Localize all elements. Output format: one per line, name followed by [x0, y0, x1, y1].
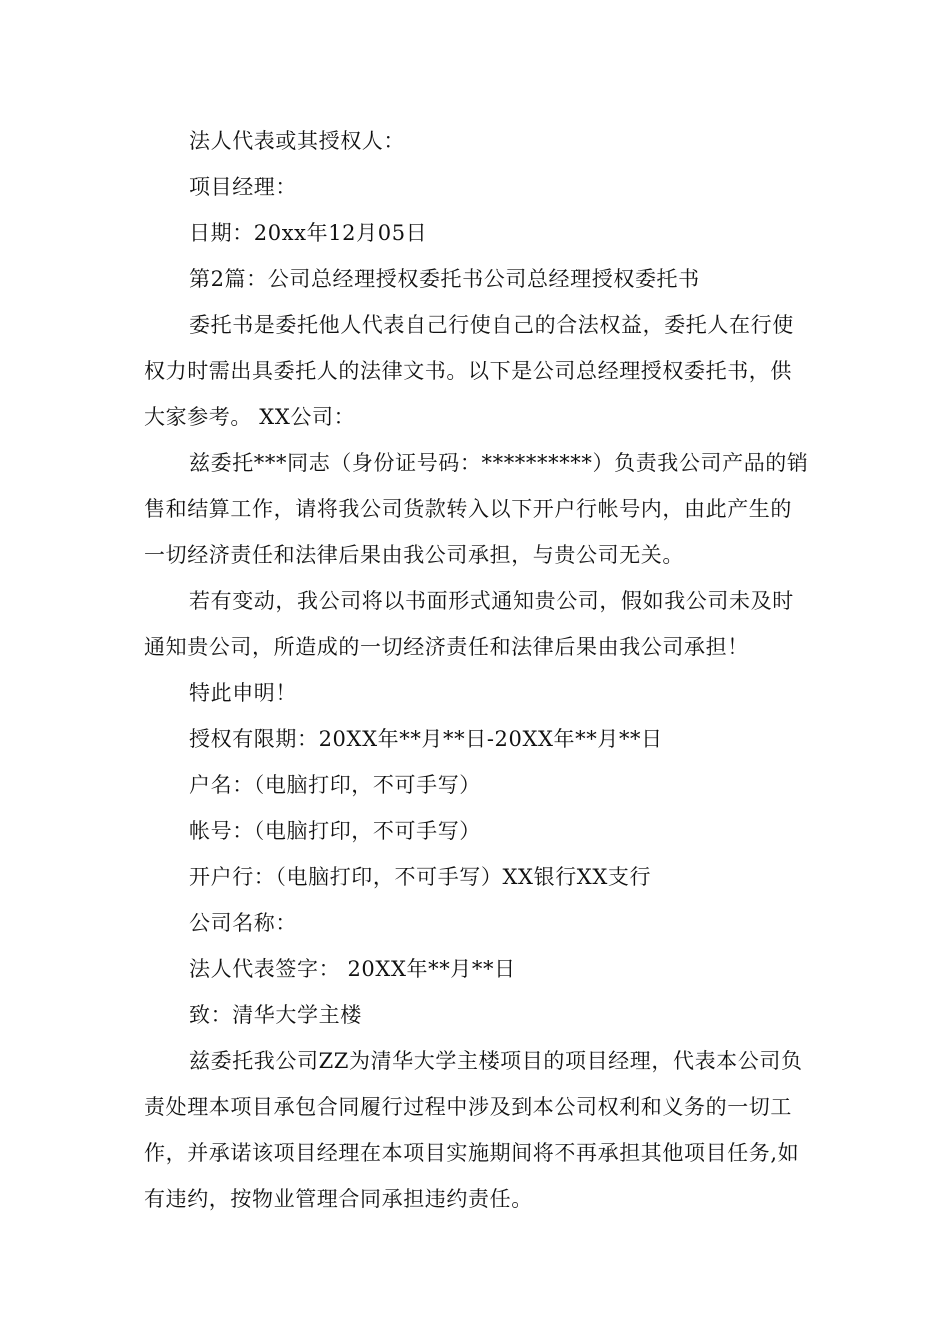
paragraph-project-manager: 项目经理： [189, 175, 297, 199]
paragraph-validity: 授权有限期：20XX年**月**日-20XX年**月**日 [189, 727, 663, 751]
paragraph-changes: 若有变动，我公司将以书面形式通知贵公司，假如我公司未及时通知贵公司，所造成的一切经济责任和法律后果由我公司承担！ [144, 589, 794, 659]
paragraph-account-number: 帐号：（电脑打印，不可手写） [189, 819, 481, 843]
paragraph-entrust: 兹委托***同志（身份证号码：**********）负责我公司产品的销售和结算工作，请将我公司货款转入以下开户行帐号内，由此产生的一切经济责任和法律后果由我公司承担，与贵公司无关。 [144, 451, 809, 567]
document-body [144, 118, 809, 1222]
paragraph-signature: 法人代表签字： 20XX年**月**日 [189, 957, 516, 981]
paragraph-recipient: 致：清华大学主楼 [189, 1003, 362, 1027]
paragraph-legal-rep: 法人代表或其授权人： [189, 129, 405, 153]
paragraph-intro: 委托书是委托他人代表自己行使自己的合法权益，委托人在行使权力时需出具委托人的法律文书。以下是公司总经理授权委托书，供大家参考。 XX公司： [144, 313, 794, 429]
paragraph-account-name: 户名：（电脑打印，不可手写） [189, 773, 481, 797]
section-heading: 第2篇：公司总经理授权委托书公司总经理授权委托书 [189, 267, 700, 291]
paragraph-date: 日期：20xx年12月05日 [189, 221, 428, 245]
paragraph-bank: 开户行：（电脑打印，不可手写）XX银行XX支行 [189, 865, 652, 889]
paragraph-appointment: 兹委托我公司ZZ为清华大学主楼项目的项目经理，代表本公司负责处理本项目承包合同履行过程中涉及到本公司权利和义务的一切工作，并承诺该项目经理在本项目实施期间将不再承担其他项目任务,如有违约，按物业管理合同承担违约责任。 [144, 1049, 803, 1211]
paragraph-declaration: 特此申明！ [189, 681, 297, 705]
paragraph-company-name: 公司名称： [189, 911, 297, 935]
